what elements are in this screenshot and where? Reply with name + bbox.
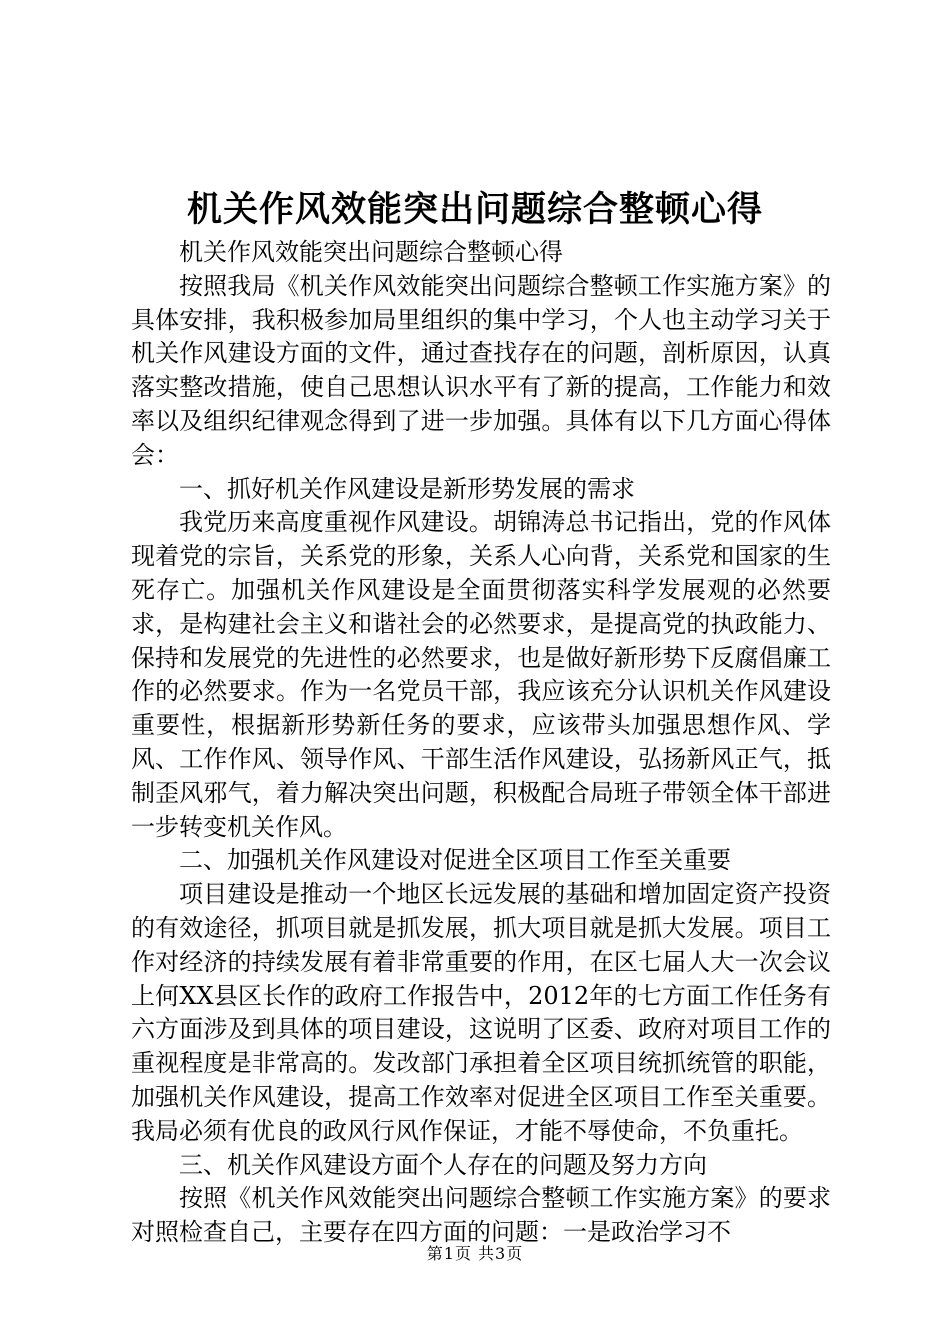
paragraph-section-1: 我党历来高度重视作风建设。胡锦涛总书记指出，党的作风体现着党的宗旨，关系党的形象，关系人心向背，关系党和国家的生死存亡。加强机关作风建设是全面贯彻落实科学发展观的必然要求，是构建社会主义和谐社会的必然要求，是提高党的执政能力、保持和发展党的先进性的必然要求，也是做好新形势下反腐倡廉工作的必然要求。作为一名党员干部，我应该充分认识机关作风建设重要性，根据新形势新任务的要求，应该带头加强思想作风、学风、工作作风、领导作风、干部生活作风建设，弘扬新风正气，抵制歪风邪气，着力解决突出问题，积极配合局班子带领全体干部进一步转变机关作风。 [131,508,831,841]
page-number: 第1页 共3页 [426,1244,524,1263]
document-title: 机关作风效能突出问题综合整顿心得 [186,189,763,230]
document-body [131,236,831,1250]
section-heading-2: 二、加强机关作风建设对促进全区项目工作至关重要 [179,846,731,875]
paragraph-intro: 按照我局《机关作风效能突出问题综合整顿工作实施方案》的具体安排，我积极参加局里组织的集中学习，个人也主动学习关于机关作风建设方面的文件，通过查找存在的问题，剖析原因，认真落实整改措施，使自己思想认识水平有了新的提高，工作能力和效率以及组织纪律观念得到了进一步加强。具体有以下几方面心得体会： [131,271,831,469]
section-heading-1: 一、抓好机关作风建设是新形势发展的需求 [179,474,635,503]
paragraph-section-3: 按照《机关作风效能突出问题综合整顿工作实施方案》的要求对照检查自己，主要存在四方面的问题：一是政治学习不 [131,1184,831,1247]
section-heading-3: 三、机关作风建设方面个人存在的问题及努力方向 [179,1150,707,1179]
body-subtitle: 机关作风效能突出问题综合整顿心得 [179,238,563,266]
paragraph-section-2: 项目建设是推动一个地区长远发展的基础和增加固定资产投资的有效途径，抓项目就是抓发展，抓大项目就是抓大发展。项目工作对经济的持续发展有着非常重要的作用，在区七届人大一次会议上何XX县区长作的政府工作报告中，2012年的七方面工作任务有六方面涉及到具体的项目建设，这说明了区委、政府对项目工作的重视程度是非常高的。发改部门承担着全区项目统抓统管的职能，加强机关作风建设，提高工作效率对促进全区项目工作至关重要。我局必须有优良的政风行风作保证，才能不辱使命，不负重托。 [131,880,831,1145]
